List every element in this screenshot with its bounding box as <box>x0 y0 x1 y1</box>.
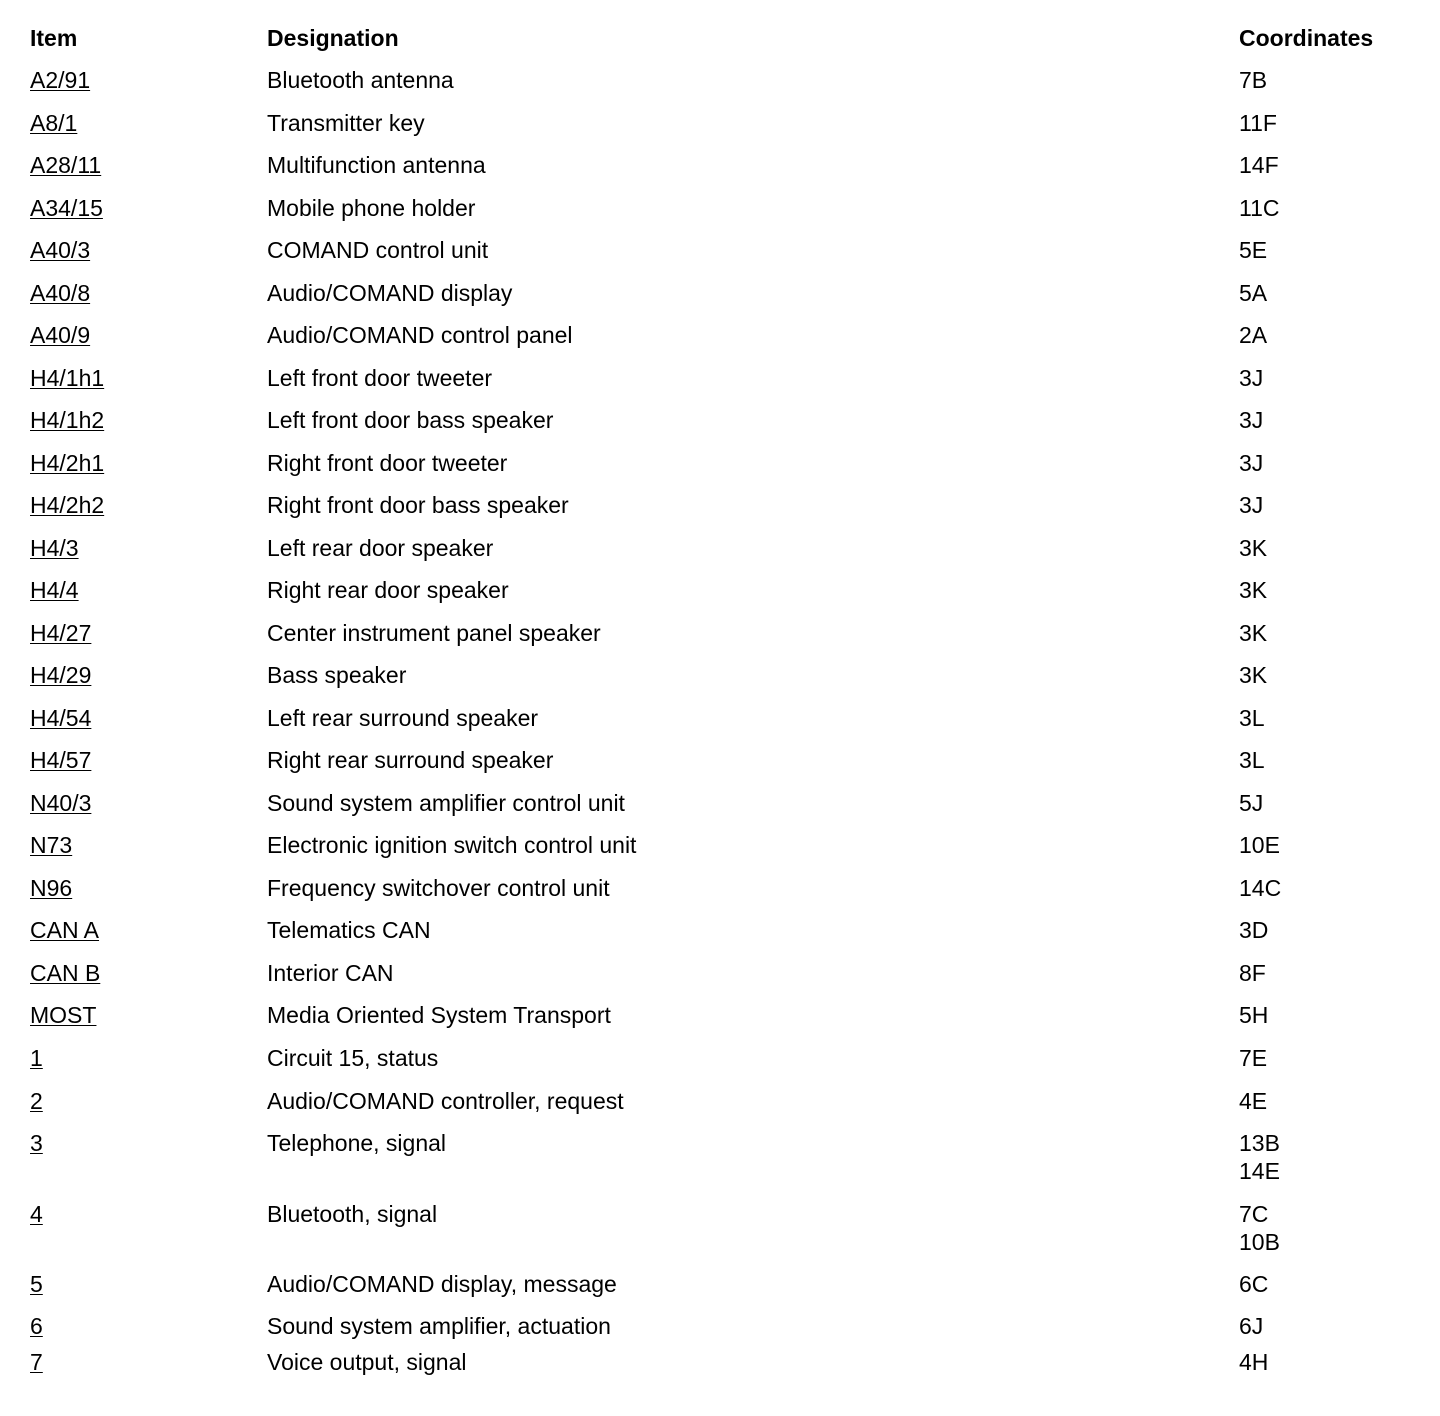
coordinate-value: 14C <box>1239 875 1282 901</box>
coordinate-value: 6C <box>1239 1271 1269 1297</box>
coordinate-value: 3J <box>1239 407 1264 433</box>
designation-text: Audio/COMAND display, message <box>267 1271 617 1297</box>
coordinate-value: 4H <box>1239 1349 1269 1375</box>
coordinates-cell <box>1239 831 1280 859</box>
item-link[interactable]: CAN A <box>30 917 100 943</box>
coordinate-value: 3D <box>1239 917 1269 943</box>
coordinate-value: 5A <box>1239 280 1268 306</box>
item-link[interactable]: H4/2h1 <box>30 450 105 476</box>
coordinates-cell <box>1239 789 1263 817</box>
header-item: Item <box>30 25 78 51</box>
item-link[interactable]: A2/91 <box>30 67 91 93</box>
coordinate-value: 11C <box>1239 195 1280 221</box>
coordinate-value: 3K <box>1239 662 1268 688</box>
coordinates-cell <box>1239 406 1263 434</box>
item-link[interactable]: A8/1 <box>30 110 78 136</box>
coordinates-cell <box>1239 1044 1267 1072</box>
coordinate-value: 11F <box>1239 110 1277 136</box>
designation-text: Left rear surround speaker <box>267 705 539 731</box>
coordinate-value: 3J <box>1239 492 1264 518</box>
coordinates-cell <box>1239 576 1267 604</box>
coordinates-cell <box>1239 874 1281 902</box>
designation-text: Electronic ignition switch control unit <box>267 832 637 858</box>
item-link[interactable]: A40/9 <box>30 322 91 348</box>
coordinate-value: 10E <box>1239 832 1280 858</box>
item-link[interactable]: N96 <box>30 875 73 901</box>
designation-text: Right front door tweeter <box>267 450 508 476</box>
coordinates-cell <box>1239 534 1267 562</box>
coordinate-value: 14F <box>1239 152 1279 178</box>
item-link[interactable]: A34/15 <box>30 195 103 221</box>
coordinates-cell <box>1239 194 1280 222</box>
item-link[interactable]: H4/54 <box>30 705 92 731</box>
coordinates-cell <box>1239 1312 1263 1340</box>
item-link[interactable]: H4/3 <box>30 535 79 561</box>
item-link[interactable]: 4 <box>30 1201 43 1227</box>
designation-text: Bluetooth antenna <box>267 67 454 93</box>
coordinates-cell <box>1239 491 1263 519</box>
designation-text: Sound system amplifier control unit <box>267 790 625 816</box>
designation-text: Center instrument panel speaker <box>267 620 601 646</box>
designation-text: Right rear door speaker <box>267 577 509 603</box>
coordinates-cell <box>1239 279 1267 307</box>
coordinates-cell <box>1239 109 1277 137</box>
coordinates-cell <box>1239 236 1267 264</box>
coordinate-value: 3J <box>1239 365 1264 391</box>
item-link[interactable]: CAN B <box>30 960 101 986</box>
item-link[interactable]: MOST <box>30 1002 97 1028</box>
item-link[interactable]: A40/8 <box>30 280 91 306</box>
item-link[interactable]: N73 <box>30 832 73 858</box>
coordinate-value: 6J <box>1239 1313 1264 1339</box>
designation-text: Bass speaker <box>267 662 407 688</box>
coordinates-cell <box>1239 916 1268 944</box>
designation-text: Left front door bass speaker <box>267 407 554 433</box>
coordinate-value: 3K <box>1239 620 1268 646</box>
coordinates-cell <box>1239 704 1265 732</box>
coordinates-cell <box>1239 959 1266 987</box>
designation-text: Audio/COMAND control panel <box>267 322 573 348</box>
coordinate-value: 3K <box>1239 535 1268 561</box>
coordinates-cell <box>1239 746 1265 774</box>
coordinate-value: 7B <box>1239 67 1268 93</box>
item-link[interactable]: A40/3 <box>30 237 91 263</box>
coordinates-cell <box>1239 1200 1280 1256</box>
designation-text: Transmitter key <box>267 110 425 136</box>
coordinate-value: 5H <box>1239 1002 1269 1028</box>
designation-text: Media Oriented System Transport <box>267 1002 611 1028</box>
item-link[interactable]: 1 <box>30 1045 43 1071</box>
coordinates-cell <box>1239 1129 1280 1185</box>
designation-text: Right rear surround speaker <box>267 747 554 773</box>
coordinate-value: 7C <box>1239 1201 1269 1227</box>
designation-text: Interior CAN <box>267 960 394 986</box>
header-designation: Designation <box>267 25 399 51</box>
coordinates-cell <box>1239 66 1267 94</box>
coordinate-value: 4E <box>1239 1088 1268 1114</box>
coordinates-cell <box>1239 1270 1268 1298</box>
designation-text: COMAND control unit <box>267 237 489 263</box>
designation-text: Mobile phone holder <box>267 195 476 221</box>
designation-text: Right front door bass speaker <box>267 492 569 518</box>
item-link[interactable]: 6 <box>30 1313 43 1339</box>
item-link[interactable]: H4/1h2 <box>30 407 105 433</box>
designation-text: Sound system amplifier, actuation <box>267 1313 611 1339</box>
coordinate-value: 14E <box>1239 1158 1280 1184</box>
coordinate-value: 5E <box>1239 237 1268 263</box>
item-link[interactable]: H4/27 <box>30 620 92 646</box>
designation-text: Left rear door speaker <box>267 535 494 561</box>
designation-text: Telematics CAN <box>267 917 431 943</box>
item-link[interactable]: H4/57 <box>30 747 92 773</box>
coordinates-cell <box>1239 364 1263 392</box>
coordinate-value: 3L <box>1239 747 1265 773</box>
coordinate-value: 10B <box>1239 1229 1280 1255</box>
coordinate-value: 7E <box>1239 1045 1268 1071</box>
coordinate-value: 5J <box>1239 790 1264 816</box>
coordinates-cell <box>1239 321 1267 349</box>
item-link[interactable]: H4/29 <box>30 662 92 688</box>
designation-text: Multifunction antenna <box>267 152 486 178</box>
coordinates-cell <box>1239 449 1263 477</box>
item-link[interactable]: 3 <box>30 1130 43 1156</box>
coordinates-cell <box>1239 1348 1268 1376</box>
coordinates-cell <box>1239 619 1267 647</box>
coordinate-value: 3K <box>1239 577 1268 603</box>
item-link[interactable]: H4/2h2 <box>30 492 105 518</box>
item-link[interactable]: 2 <box>30 1088 43 1114</box>
item-link[interactable]: H4/4 <box>30 577 79 603</box>
coordinate-value: 13B <box>1239 1130 1280 1156</box>
designation-text: Audio/COMAND display <box>267 280 513 306</box>
coordinates-cell <box>1239 661 1267 689</box>
item-link[interactable]: H4/1h1 <box>30 365 105 391</box>
designation-text: Bluetooth, signal <box>267 1201 438 1227</box>
coordinate-value: 3L <box>1239 705 1265 731</box>
coordinate-value: 3J <box>1239 450 1264 476</box>
item-link[interactable]: 7 <box>30 1349 43 1375</box>
coordinate-value: 8F <box>1239 960 1266 986</box>
designation-text: Audio/COMAND controller, request <box>267 1088 624 1114</box>
designation-text: Left front door tweeter <box>267 365 493 391</box>
item-link[interactable]: N40/3 <box>30 790 92 816</box>
designation-text: Circuit 15, status <box>267 1045 439 1071</box>
designation-text: Telephone, signal <box>267 1130 447 1156</box>
coordinates-cell <box>1239 151 1279 179</box>
designation-text: Voice output, signal <box>267 1349 467 1375</box>
coordinates-cell <box>1239 1087 1267 1115</box>
coordinates-cell <box>1239 1001 1268 1029</box>
item-link[interactable]: 5 <box>30 1271 43 1297</box>
item-link[interactable]: A28/11 <box>30 152 102 178</box>
designation-text: Frequency switchover control unit <box>267 875 610 901</box>
header-coordinates: Coordinates <box>1239 25 1374 51</box>
coordinate-value: 2A <box>1239 322 1268 348</box>
